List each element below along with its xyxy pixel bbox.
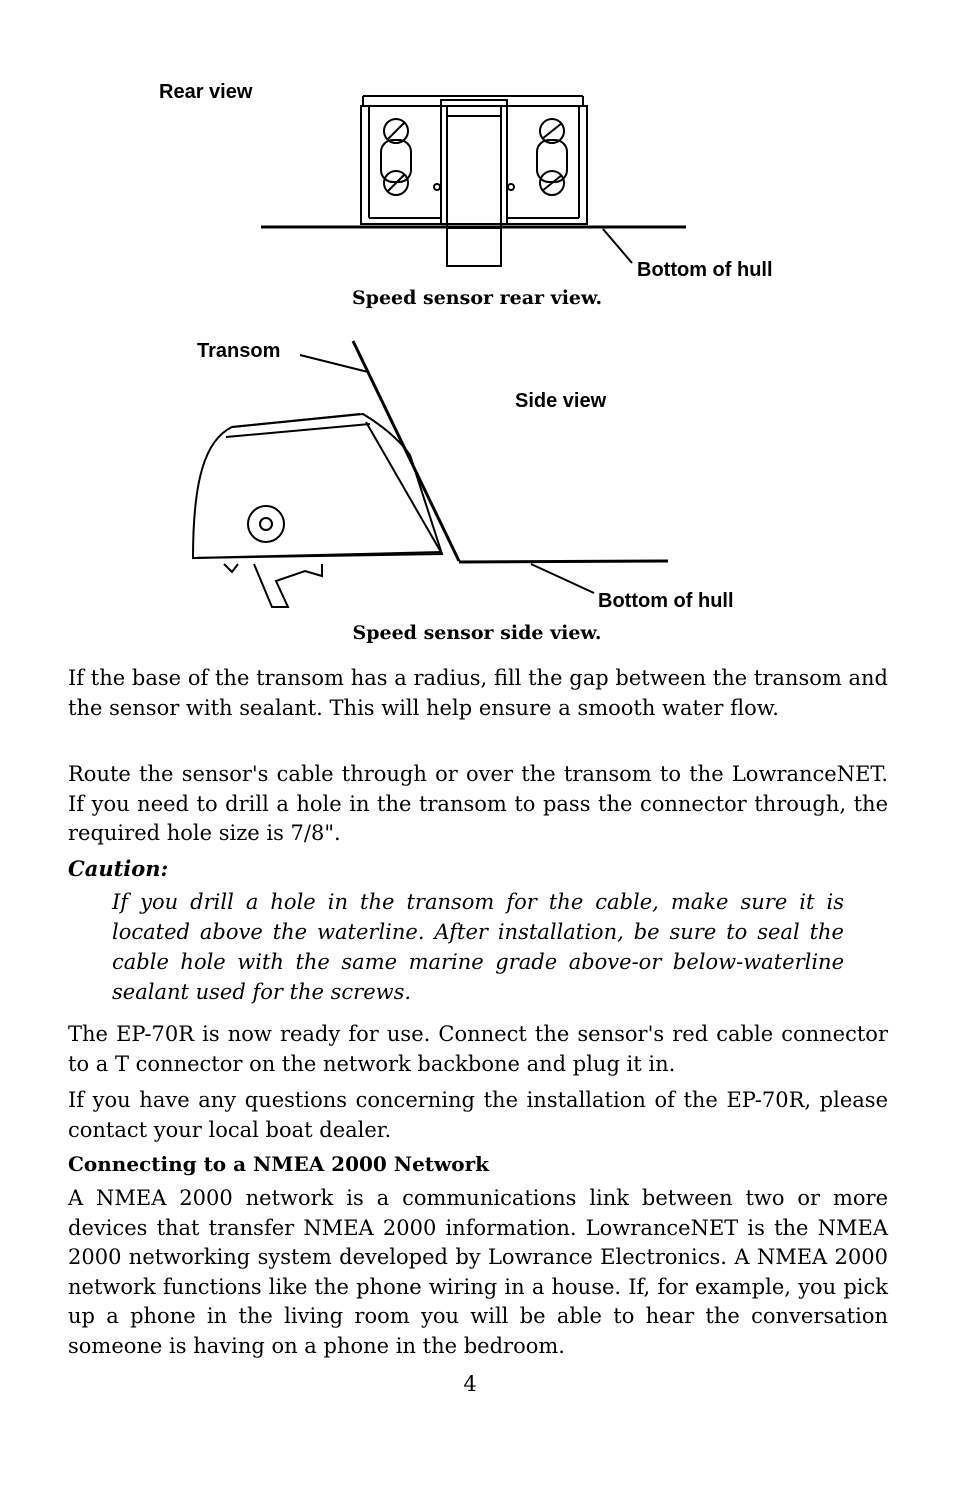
rear-view-figure [0, 0, 954, 320]
page-number: 4 [463, 1372, 477, 1396]
side-view-drawing [0, 320, 954, 620]
paragraph-text: Route the sensor's cable through or over the transom to the LowranceNET. If you need to drill a hole in the transom to pass the connector through, the required hole size is 7/8". [68, 762, 888, 846]
paragraph-text: The EP-70R is now ready for use. Connect the sensor's red cable connector to a T connector on the network backbone and plug it in. [68, 1022, 888, 1076]
paragraph-text: A NMEA 2000 network is a communications link between two or more devices that transfer NMEA 2000 information. LowranceNET is the NMEA 2000 networking system developed by Lowrance Electronics. A NMEA 2000 network functions like the phone wiring in a house. If, for example, you pick up a phone in the living room you will be able to hear the conversation someone is having on a phone in the bedroom. [68, 1186, 888, 1358]
radius-paragraph [68, 664, 888, 723]
side-view-figure [0, 320, 954, 620]
side-view-caption: Speed sensor side view. [352, 622, 602, 644]
section-heading: Connecting to a NMEA 2000 Network [68, 1152, 489, 1176]
questions-paragraph [68, 1086, 888, 1145]
route-cable-paragraph [68, 760, 888, 849]
nmea-paragraph [68, 1184, 888, 1362]
caution-title: Caution: [68, 856, 169, 881]
rear-bottom-of-hull-label: Bottom of hull [637, 259, 773, 281]
side-view-label: Side view [515, 390, 607, 412]
transom-label: Transom [197, 340, 281, 362]
caution-text: If you drill a hole in the transom for the cable, make sure it is located above the waterline. After installation, be sure to seal the cable hole with the same marine grade above-or below-waterline sealant used for the screws. [112, 890, 844, 1004]
ready-paragraph [68, 1020, 888, 1079]
paragraph-text: If you have any questions concerning the installation of the EP-70R, please contact your local boat dealer. [68, 1088, 888, 1142]
side-bottom-of-hull-label: Bottom of hull [598, 590, 734, 612]
paragraph-text: If the base of the transom has a radius, fill the gap between the transom and the sensor with sealant. This will help ensure a smooth water flow. [68, 666, 888, 720]
rear-view-caption: Speed sensor rear view. [351, 287, 603, 309]
rear-view-drawing [0, 0, 954, 320]
rear-view-label: Rear view [159, 81, 253, 103]
